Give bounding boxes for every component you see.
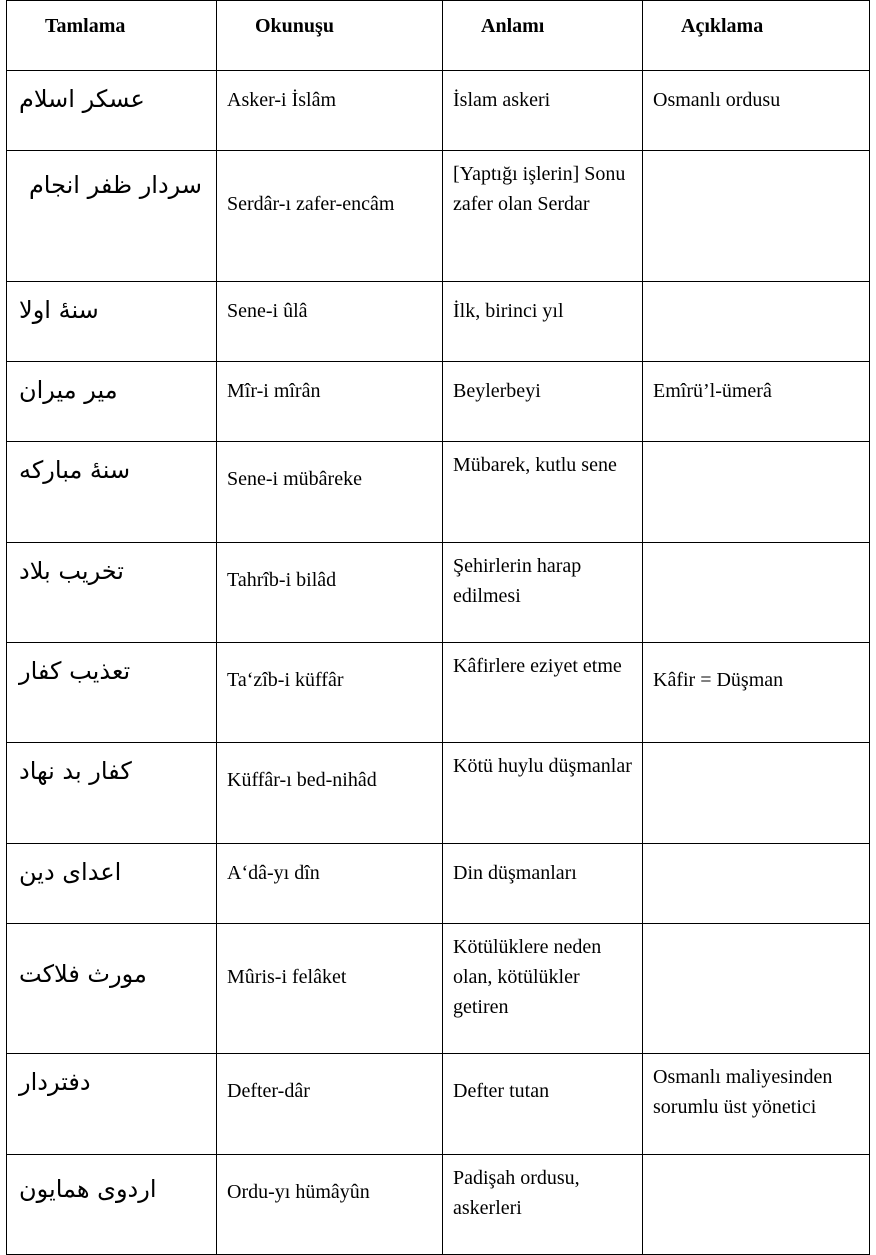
okunusu-cell bbox=[217, 924, 443, 1054]
reading-text: Mûris-i felâket bbox=[227, 966, 347, 988]
meaning-text: Şehirlerin harap edilmesi bbox=[453, 555, 582, 607]
tamlama-cell bbox=[7, 643, 217, 743]
okunusu-cell bbox=[217, 442, 443, 543]
okunusu-cell bbox=[217, 1054, 443, 1155]
ottoman-text: سردار ظفر انجام bbox=[28, 171, 202, 199]
header-aciklama: Açıklama bbox=[681, 15, 764, 37]
table-row bbox=[7, 442, 870, 543]
table-row bbox=[7, 71, 870, 151]
explanation-text bbox=[643, 151, 869, 165]
anlami-cell bbox=[443, 924, 643, 1054]
okunusu-cell bbox=[217, 282, 443, 362]
ottoman-text: اعداى دين bbox=[19, 858, 122, 886]
meaning-text: Din düşmanları bbox=[453, 862, 577, 884]
header-cell-tamlama bbox=[7, 1, 217, 71]
header-tamlama: Tamlama bbox=[45, 15, 126, 37]
reading-text: Sene-i ûlâ bbox=[227, 300, 308, 322]
meaning-text: Kötülüklere neden olan, kötülükler getiren bbox=[453, 936, 602, 1018]
aciklama-cell bbox=[643, 924, 870, 1054]
ottoman-text: مير ميران bbox=[19, 376, 118, 404]
meaning-text: Defter tutan bbox=[453, 1080, 550, 1102]
aciklama-cell bbox=[643, 543, 870, 643]
tamlama-cell bbox=[7, 844, 217, 924]
aciklama-cell bbox=[643, 643, 870, 743]
okunusu-cell bbox=[217, 71, 443, 151]
header-okunusu: Okunuşu bbox=[255, 15, 334, 37]
tamlama-cell bbox=[7, 1054, 217, 1155]
table-row bbox=[7, 543, 870, 643]
table-row bbox=[7, 362, 870, 442]
anlami-cell bbox=[443, 151, 643, 282]
tamlama-cell bbox=[7, 543, 217, 643]
tamlama-cell bbox=[7, 71, 217, 151]
explanation-text bbox=[643, 282, 869, 296]
ottoman-text: مورث فلاكت bbox=[19, 960, 147, 988]
header-cell-anlami bbox=[443, 1, 643, 71]
ottoman-text: سنهٔ اولا bbox=[19, 296, 99, 324]
aciklama-cell bbox=[643, 151, 870, 282]
reading-text: Serdâr-ı zafer-encâm bbox=[227, 193, 395, 215]
explanation-text: Osmanlı ordusu bbox=[653, 89, 781, 111]
reading-text: A‘dâ-yı dîn bbox=[227, 862, 320, 884]
meaning-text: Kâfirlere eziyet etme bbox=[453, 655, 622, 677]
explanation-text: Osmanlı maliyesinden sorumlu üst yönetici bbox=[653, 1066, 833, 1118]
meaning-text: İslam askeri bbox=[453, 89, 551, 111]
anlami-cell bbox=[443, 543, 643, 643]
meaning-text: Beylerbeyi bbox=[453, 380, 541, 402]
anlami-cell bbox=[443, 1155, 643, 1255]
reading-text: Mîr-i mîrân bbox=[227, 380, 321, 402]
ottoman-text: اردوى همايون bbox=[19, 1175, 157, 1203]
table-row bbox=[7, 924, 870, 1054]
okunusu-cell bbox=[217, 151, 443, 282]
tamlama-cell bbox=[7, 442, 217, 543]
explanation-text bbox=[643, 1155, 869, 1169]
aciklama-cell bbox=[643, 1054, 870, 1155]
header-row bbox=[7, 1, 870, 71]
tamlama-cell bbox=[7, 282, 217, 362]
aciklama-cell bbox=[643, 362, 870, 442]
reading-text: Ta‘zîb-i küffâr bbox=[227, 669, 344, 691]
okunusu-cell bbox=[217, 844, 443, 924]
tamlama-table bbox=[6, 0, 870, 1255]
aciklama-cell bbox=[643, 442, 870, 543]
reading-text: Defter-dâr bbox=[227, 1080, 310, 1102]
aciklama-cell bbox=[643, 844, 870, 924]
explanation-text bbox=[643, 442, 869, 456]
reading-text: Küffâr-ı bed-nihâd bbox=[227, 769, 377, 791]
table-row bbox=[7, 151, 870, 282]
ottoman-text: سنهٔ مباركه bbox=[19, 456, 131, 484]
header-cell-aciklama bbox=[643, 1, 870, 71]
ottoman-text: كفار بد نهاد bbox=[19, 757, 132, 785]
reading-text: Asker-i İslâm bbox=[227, 89, 337, 111]
aciklama-cell bbox=[643, 71, 870, 151]
explanation-text bbox=[643, 543, 869, 557]
tamlama-cell bbox=[7, 1155, 217, 1255]
ottoman-text: تعذيب كفار bbox=[19, 657, 131, 685]
ottoman-text: دفتردار bbox=[19, 1068, 91, 1096]
aciklama-cell bbox=[643, 1155, 870, 1255]
reading-text: Ordu-yı hümâyûn bbox=[227, 1181, 370, 1203]
table-row bbox=[7, 743, 870, 844]
aciklama-cell bbox=[643, 743, 870, 844]
meaning-text: İlk, birinci yıl bbox=[453, 300, 564, 322]
anlami-cell bbox=[443, 282, 643, 362]
meaning-text: Mübarek, kutlu sene bbox=[453, 454, 617, 476]
anlami-cell bbox=[443, 844, 643, 924]
anlami-cell bbox=[443, 362, 643, 442]
okunusu-cell bbox=[217, 1155, 443, 1255]
explanation-text bbox=[643, 844, 869, 858]
table-row bbox=[7, 1155, 870, 1255]
explanation-text bbox=[643, 924, 869, 938]
okunusu-cell bbox=[217, 643, 443, 743]
okunusu-cell bbox=[217, 743, 443, 844]
reading-text: Sene-i mübâreke bbox=[227, 468, 362, 490]
tamlama-cell bbox=[7, 924, 217, 1054]
anlami-cell bbox=[443, 743, 643, 844]
anlami-cell bbox=[443, 1054, 643, 1155]
meaning-text: [Yaptığı işlerin] Sonu zafer olan Serdar bbox=[453, 163, 626, 215]
explanation-text bbox=[643, 743, 869, 757]
tamlama-cell bbox=[7, 151, 217, 282]
okunusu-cell bbox=[217, 362, 443, 442]
ottoman-text: تخريب بلاد bbox=[19, 557, 124, 585]
tamlama-cell bbox=[7, 362, 217, 442]
table-row bbox=[7, 643, 870, 743]
header-cell-okunusu bbox=[217, 1, 443, 71]
meaning-text: Kötü huylu düşmanlar bbox=[453, 755, 632, 777]
table-row bbox=[7, 282, 870, 362]
anlami-cell bbox=[443, 643, 643, 743]
table-row bbox=[7, 844, 870, 924]
explanation-text: Kâfir = Düşman bbox=[653, 669, 784, 691]
anlami-cell bbox=[443, 71, 643, 151]
meaning-text: Padişah ordusu, askerleri bbox=[453, 1167, 580, 1219]
explanation-text: Emîrü’l-ümerâ bbox=[653, 380, 772, 402]
okunusu-cell bbox=[217, 543, 443, 643]
tamlama-cell bbox=[7, 743, 217, 844]
ottoman-text: عسكر اسلام bbox=[19, 85, 145, 113]
anlami-cell bbox=[443, 442, 643, 543]
table-row bbox=[7, 1054, 870, 1155]
aciklama-cell bbox=[643, 282, 870, 362]
header-anlami: Anlamı bbox=[481, 15, 545, 37]
reading-text: Tahrîb-i bilâd bbox=[227, 569, 337, 591]
